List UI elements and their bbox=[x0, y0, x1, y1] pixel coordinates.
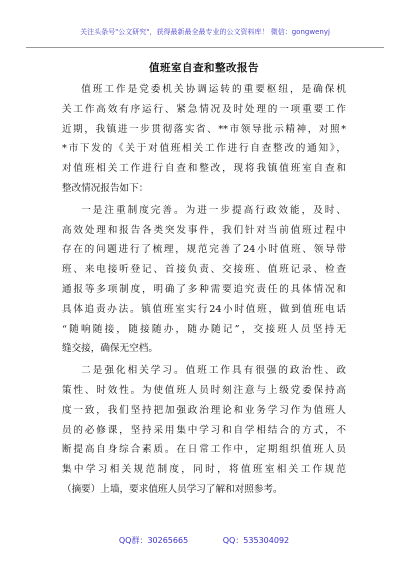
paragraph bbox=[62, 80, 346, 199]
paragraph-line: 具体追责办法。镇值班室实行24小时值班，做到值班电话 bbox=[62, 303, 346, 315]
header-divider bbox=[26, 47, 384, 48]
paragraph-line: 断提高自身综合素质。在日常工作中，定期组织值班人员 bbox=[62, 444, 346, 456]
header-banner: 关注头条号"公文研究"，获得最新最全最专业的公文资料库！ 微信：gongwenyj bbox=[80, 28, 330, 36]
document-body bbox=[62, 80, 346, 502]
paragraph-line: 一是注重制度完善。为进一步提高行政效能，及时、 bbox=[81, 204, 346, 216]
paragraph-line: *市下发的《关于对值班相关工作进行自查整改的通知》， bbox=[62, 143, 346, 155]
footer-qq-number: QQ：535304092 bbox=[222, 536, 290, 545]
paragraph-line: （摘要）上墙，要求值班人员学习了解和对照参考。 bbox=[62, 483, 283, 495]
paragraph-line: 关工作高效有序运行、紧急情况及时处理的一项重要工作 bbox=[62, 103, 346, 115]
paragraph-line: 班、来电接听登记、首接负责、交接班、值班记录、检查 bbox=[62, 264, 346, 276]
paragraph-line: 高效处理和报告各类突发事件，我们针对当前值班过程中 bbox=[62, 224, 346, 236]
footer-qq-group: QQ群：30265665 bbox=[118, 536, 189, 545]
paragraph-line: “随响随接，随接随办，随办随记”，交接班人员坚持无 bbox=[62, 323, 346, 335]
paragraph-line: 近期，我镇进一步贯彻落实省、**市领导批示精神，对照* bbox=[62, 123, 346, 135]
paragraph-line: 存在的问题进行了梳理，规范完善了24小时值班、领导带 bbox=[62, 244, 346, 256]
document-title: 值班室自查和整改报告 bbox=[149, 62, 259, 74]
paragraph-line: 通报等多项制度，明确了多种需要追究责任的具体情况和 bbox=[62, 283, 346, 295]
paragraph-line: 二是强化相关学习。值班工作具有很强的政治性、政 bbox=[81, 365, 346, 377]
paragraph-line: 策性、时效性。为使值班人员时刻注意与上级党委保持高 bbox=[62, 384, 346, 396]
paragraph-line: 对值班相关工作进行自查和整改，现将我镇值班室自查和 bbox=[62, 163, 346, 175]
paragraph-line: 值班工作是党委机关协调运转的重要枢纽，是确保机 bbox=[81, 84, 346, 95]
paragraph bbox=[62, 361, 346, 500]
paragraph-line: 员的必修课，坚持采用集中学习和自学相结合的方式，不 bbox=[62, 424, 346, 436]
paragraph-line: 整改情况报告如下： bbox=[62, 182, 149, 194]
paragraph-line: 缝交接，确保无空档。 bbox=[62, 343, 158, 355]
paragraph-line: 度一致，我们坚持把加强政治理论和业务学习作为值班人 bbox=[62, 404, 346, 416]
paragraph bbox=[62, 201, 346, 359]
footer bbox=[0, 535, 408, 546]
paragraph-line: 集中学习相关规范制度，同时，将值班室相关工作规范 bbox=[62, 464, 346, 476]
